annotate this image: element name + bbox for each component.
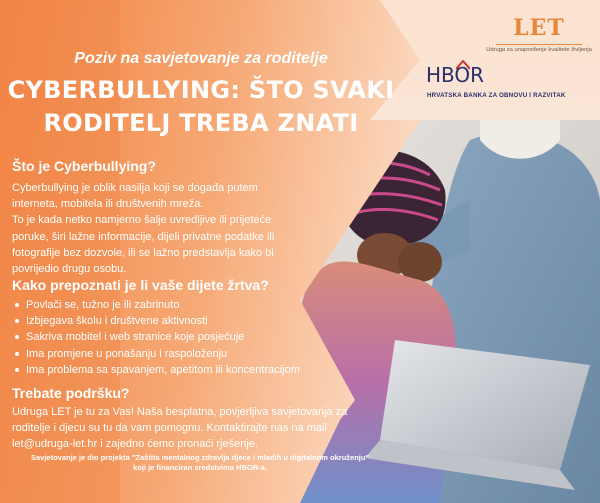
text-line: poruke, širi lažne informacije, dijeli privatne podatke ili bbox=[12, 230, 275, 243]
text-line: Udruga LET je tu za Vas! Naša besplatna, povjerljiva savjetovanja za bbox=[12, 406, 348, 418]
text-line: interneta, mobitela ili društvenih mreža. bbox=[12, 198, 204, 211]
text-line: fotografije bez dozvole, ili se lažno predstavlja kako bi bbox=[12, 246, 274, 259]
text-line: To je kada netko namjerno šalje uvredljive ili prijeteće bbox=[12, 214, 272, 227]
title-line-2: RODITELJ TREBA ZNATI bbox=[43, 109, 359, 137]
text-line: let@udruga-let.hr i zajedno ćemo pronaći rješenje. bbox=[12, 438, 258, 451]
section-heading-what-is: Što je Cyberbullying? bbox=[12, 158, 156, 174]
let-logo-divider bbox=[496, 44, 582, 45]
page-title bbox=[0, 74, 402, 140]
footer-note bbox=[0, 453, 400, 473]
section-heading-support: Trebate podršku? bbox=[12, 385, 130, 401]
section-text-what-is bbox=[12, 180, 362, 277]
list-item: Povlači se, tužno je ili zabrinuto bbox=[12, 297, 300, 313]
list-item: Ima promjene u ponašanju i raspoloženju bbox=[12, 346, 300, 362]
footer-line-1: Savjetovanje je dio projekta "Zaštita mentalnog zdravlja djece i mladih u digitalnom okruženju" bbox=[30, 453, 370, 462]
text-line: povrijedio drugu osobu. bbox=[12, 263, 127, 276]
section-heading-recognize: Kako prepoznati je li vaše dijete žrtva? bbox=[12, 277, 269, 293]
hbor-logo-tagline: HRVATSKA BANKA ZA OBNOVU I RAZVITAK bbox=[427, 92, 566, 99]
list-item: Sakriva mobitel i web stranice koje posjećuje bbox=[12, 329, 300, 345]
hbor-logo-text: HBOR bbox=[426, 63, 485, 87]
section-text-support bbox=[12, 404, 362, 453]
title-line-1: CYBERBULLYING: ŠTO SVAKI bbox=[7, 76, 395, 104]
warning-signs-list bbox=[12, 297, 300, 378]
list-item: Izbjegava školu i društvene aktivnosti bbox=[12, 313, 300, 329]
text-line: Cyberbullying je oblik nasilja koji se događa putem bbox=[12, 182, 258, 194]
hbor-logo bbox=[423, 60, 593, 102]
let-logo-tagline: Udruga za unapređenje kvalitete življenja bbox=[486, 47, 592, 53]
footer-line-2: koji je financiran sredstvima HBOR-a. bbox=[133, 463, 267, 472]
subtitle: Poziv na savjetovanje za roditelje bbox=[74, 50, 328, 67]
let-logo-text: LET bbox=[513, 15, 565, 41]
list-item: Ima problema sa spavanjem, apetitom ili koncentracijom bbox=[12, 362, 300, 378]
text-line: roditelje i djecu su tu da vam pomognu. Kontaktirajte nas na mail bbox=[12, 422, 327, 435]
